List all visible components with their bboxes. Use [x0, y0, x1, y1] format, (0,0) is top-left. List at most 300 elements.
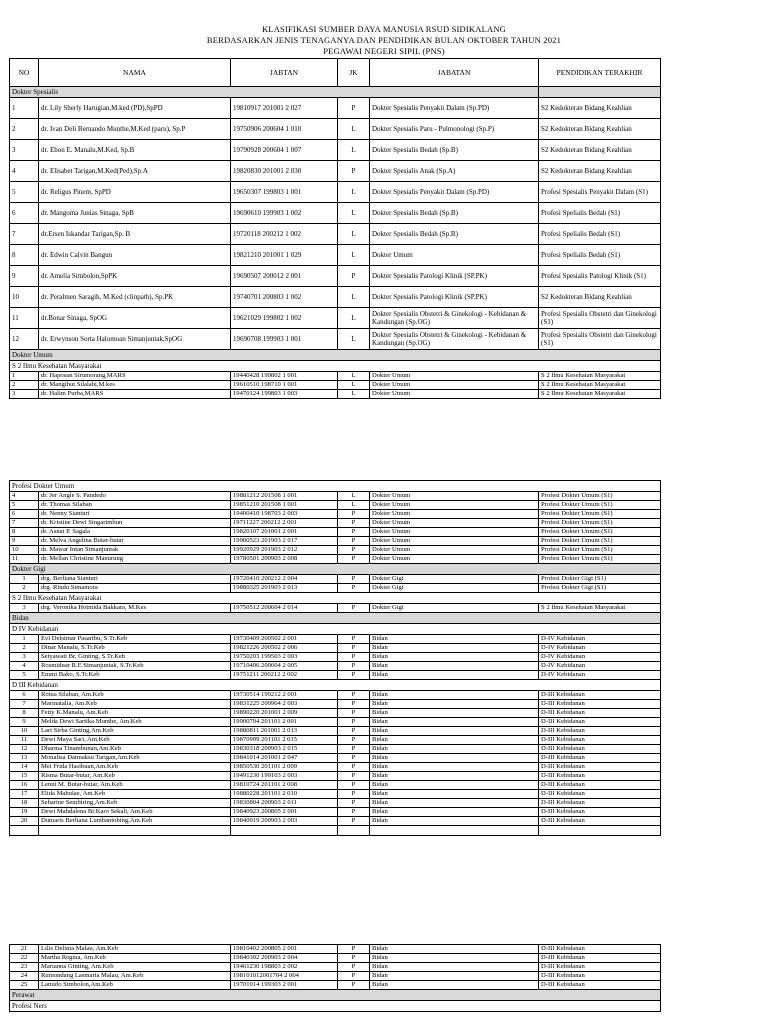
cell-nama: drg. Rindu Simamora	[39, 584, 231, 593]
cell-pendidikan: D-III Kebidanan	[539, 709, 661, 718]
cell-pendidikan: Profesi Dokter Umum (S1)	[539, 537, 661, 546]
cell-jabatan: Bidan	[370, 736, 539, 745]
cell-nip: 19830318 200903 2 015	[231, 745, 338, 754]
cell-jk: L	[338, 245, 370, 266]
cell-nama: Monalisa Datmaksu Tarigan,Am.Keb	[39, 754, 231, 763]
cell-pendidikan: D-IV Kebidanan	[539, 662, 661, 671]
cell-nama: Mei Frida Hasibuan,Am.Keb	[39, 763, 231, 772]
table-row	[10, 808, 661, 817]
table-row	[10, 671, 661, 680]
cell-nip: 19440428 199802 1 001	[231, 372, 338, 381]
cell-jabatan: Dokter Spesialis Penyakit Dalam (Sp.PD)	[370, 182, 539, 203]
cell-jk: P	[338, 161, 370, 182]
cell-no: 1	[10, 575, 39, 584]
cell-nama: drg. Veronika Hotmida Bakkara, M.Kes	[39, 604, 231, 613]
cell-nama: Lari Sirba Ginting,Am.Keb	[39, 727, 231, 736]
cell-no: 3	[10, 604, 39, 613]
cell-pendidikan: D-III Kebidanan	[539, 972, 661, 981]
subsection-label: S 2 Ilmu Kesehatan Masyarakat	[10, 593, 661, 604]
cell-jk: P	[338, 763, 370, 772]
cell-jabatan: Dokter Spesialis Obstetri & Ginekologi - Kebidanan & Kandungan (Sp.OG)	[370, 308, 539, 329]
cell-jk: P	[338, 510, 370, 519]
cell-jabatan: Bidan	[370, 972, 539, 981]
cell-nip: 19711227 200212 2 001	[231, 519, 338, 528]
table-row	[10, 528, 661, 537]
cell-pendidikan: Profesi Dokter Umum (S1)	[539, 519, 661, 528]
cell-nip: 19880325 201903 2 013	[231, 584, 338, 593]
cell-nama: dr.Bonar Sinaga, SpOG	[39, 308, 231, 329]
cell-jabatan: Bidan	[370, 653, 539, 662]
cell-pendidikan: D-III Kebidanan	[539, 945, 661, 954]
cell-jk: L	[338, 329, 370, 350]
cell-no: 11	[10, 308, 39, 329]
subsection-row	[10, 624, 661, 635]
table-row	[10, 963, 661, 972]
cell-nip: 19810724 201101 2 008	[231, 781, 338, 790]
table-row	[10, 772, 661, 781]
cell-pendidikan: Profesi Spesialis Obstetri dan Ginekologi (S1)	[539, 308, 661, 329]
cell-jabatan: Dokter Umum	[370, 537, 539, 546]
table-row	[10, 954, 661, 963]
table-row	[10, 372, 661, 381]
cell-pendidikan: D-III Kebidanan	[539, 981, 661, 990]
cell-pendidikan: D-III Kebidanan	[539, 781, 661, 790]
cell-no: 11	[10, 555, 39, 564]
section-label: Profesi Dokter Umum	[10, 481, 661, 492]
table-row	[10, 224, 661, 245]
cell-nama: dr. Amelia Simbolon,SpPK	[39, 266, 231, 287]
cell-nama: Dharma Tinambunan,Am.Keb	[39, 745, 231, 754]
cell-jabatan: Dokter Umum	[370, 510, 539, 519]
cell-jk: P	[338, 546, 370, 555]
cell-nama: Fetty K.Manalu, Am.Keb	[39, 709, 231, 718]
cell-jabatan: Bidan	[370, 709, 539, 718]
cell-no: 18	[10, 799, 39, 808]
cell-nip: 19750203 199503 2 003	[231, 653, 338, 662]
table-row	[10, 492, 661, 501]
cell-jk: L	[338, 308, 370, 329]
cell-nama: Martha Regina, Am.Keb	[39, 954, 231, 963]
cell-no: 4	[10, 662, 39, 671]
cell-pendidikan: Profesi Dokter Umum (S1)	[539, 492, 661, 501]
cell-nama: Dinar Manalu, S.Tr.Keb	[39, 644, 231, 653]
cell-nama: dr. Mellan Christine Manurung	[39, 555, 231, 564]
cell-jk: L	[338, 287, 370, 308]
subsection-label: D III Kebidanan	[10, 680, 661, 691]
col-nip: JABTAN	[231, 59, 338, 87]
cell-nama: dr.Ersen Iskandar Tarigan,Sp. B	[39, 224, 231, 245]
cell-pendidikan: D-IV Kebidanan	[539, 644, 661, 653]
table-row	[10, 754, 661, 763]
cell-no: 4	[10, 161, 39, 182]
cell-jk: P	[338, 981, 370, 990]
cell-jabatan: Bidan	[370, 635, 539, 644]
cell-nip: 19780501 200903 2 008	[231, 555, 338, 564]
cell-nama: Evi Delsimar Pasaribu, S.Tr.Keb	[39, 635, 231, 644]
cell-jk: P	[338, 537, 370, 546]
cell-jabatan: Bidan	[370, 945, 539, 954]
table-row	[10, 381, 661, 390]
section-label: Bidan	[10, 613, 661, 624]
subsection-row	[10, 1001, 661, 1012]
table-row	[10, 390, 661, 399]
cell-jabatan: Bidan	[370, 718, 539, 727]
cell-no: 12	[10, 329, 39, 350]
table-row	[10, 745, 661, 754]
cell-jabatan: Dokter Umum	[370, 501, 539, 510]
table-row	[10, 781, 661, 790]
cell-jabatan: Dokter Spesialis Obstetri & Ginekologi - Kebidanan & Kandungan (Sp.OG)	[370, 329, 539, 350]
table-row	[10, 981, 661, 990]
cell-nama: dr. Nenny Sianturi	[39, 510, 231, 519]
table-row	[10, 266, 661, 287]
cell-jabatan: Dokter Umum	[370, 528, 539, 537]
cell-no: 11	[10, 736, 39, 745]
col-no: NO	[10, 59, 39, 87]
cell-nama: dr. Mangoma Junias Sinaga, SpB	[39, 203, 231, 224]
cell-no: 12	[10, 745, 39, 754]
cell-pendidikan: D-III Kebidanan	[539, 763, 661, 772]
cell-pendidikan: Profesi Spelialis Bedah (S1)	[539, 203, 661, 224]
table-row	[10, 727, 661, 736]
cell-jk: P	[338, 575, 370, 584]
cell-pendidikan: S 2 Ilmu Kesehatan Masyarakat	[539, 381, 661, 390]
table-row	[10, 662, 661, 671]
table-row	[10, 799, 661, 808]
section-label: Dokter Gigi	[10, 564, 661, 575]
cell-jk: P	[338, 691, 370, 700]
cell-nip: 19881212 201508 1 001	[231, 492, 338, 501]
cell-nip: 19840919 200903 2 003	[231, 817, 338, 826]
subsection-row	[10, 593, 661, 604]
cell-nama: dr. Lily Sherly Harugian,M.ked (PD),SpPD	[39, 98, 231, 119]
cell-no: 8	[10, 709, 39, 718]
cell-jabatan: Bidan	[370, 671, 539, 680]
cell-nip: 19720118 200212 1 002	[231, 224, 338, 245]
cell-no: 8	[10, 245, 39, 266]
table-row	[10, 700, 661, 709]
table-row	[10, 945, 661, 954]
cell-nama: Sebarine Sembiring,Am.Keb	[39, 799, 231, 808]
table-row	[10, 790, 661, 799]
cell-pendidikan: Profesi Dokter Umum (S1)	[539, 528, 661, 537]
cell-no: 8	[10, 528, 39, 537]
cell-pendidikan: D-III Kebidanan	[539, 727, 661, 736]
cell-nip: 19690610 199903 1 002	[231, 203, 338, 224]
cell-jk: P	[338, 745, 370, 754]
cell-no: 14	[10, 763, 39, 772]
cell-jabatan: Bidan	[370, 981, 539, 990]
cell-nama: dr. Melva Angelina Butar-butar	[39, 537, 231, 546]
cell-nama: Setyawati Br. Ginting, S.Tr.Keb	[39, 653, 231, 662]
table-row	[10, 329, 661, 350]
cell-jabatan: Dokter Umum	[370, 546, 539, 555]
cell-pendidikan: D-III Kebidanan	[539, 718, 661, 727]
subsection-label: S 2 Ilmu Kesehatan Masyarakat	[10, 361, 661, 372]
cell-jk: L	[338, 381, 370, 390]
profesi-umum-rows	[10, 492, 661, 564]
table-row	[10, 709, 661, 718]
cell-nip: 19790928 200604 1 007	[231, 140, 338, 161]
cell-pendidikan: Profesi Dokter Gigi (S1)	[539, 584, 661, 593]
cell-jabatan: Dokter Gigi	[370, 575, 539, 584]
cell-no: 19	[10, 808, 39, 817]
cell-jk: L	[338, 224, 370, 245]
cell-jk: L	[338, 501, 370, 510]
cell-pendidikan: D-III Kebidanan	[539, 754, 661, 763]
cell-jk: P	[338, 519, 370, 528]
cell-nama: Dewi Mahdalena Br.Karo Sekali, Am.Keb	[39, 808, 231, 817]
cell-nip: 19810402 200805 2 001	[231, 945, 338, 954]
cell-nama: Marinatalia, Am.Keb	[39, 700, 231, 709]
table-row	[10, 555, 661, 564]
col-jk: JK	[338, 59, 370, 87]
table-row	[10, 308, 661, 329]
cell-jabatan: Bidan	[370, 691, 539, 700]
cell-jabatan: Bidan	[370, 790, 539, 799]
cell-jk: P	[338, 954, 370, 963]
cell-nama: dr. Halim Purba,MARS	[39, 390, 231, 399]
cell-jabatan: Bidan	[370, 745, 539, 754]
cell-pendidikan: Profesi Dokter Umum (S1)	[539, 510, 661, 519]
cell-nip: 19880228 201101 2 010	[231, 790, 338, 799]
cell-pendidikan: D-III Kebidanan	[539, 954, 661, 963]
cell-no: 10	[10, 287, 39, 308]
cell-jk: P	[338, 671, 370, 680]
spesialis-rows	[10, 98, 661, 350]
table-row	[10, 604, 661, 613]
cell-nama: dr. Peralmen Saragih, M.Ked (clinpath), Sp.PK	[39, 287, 231, 308]
section-row	[10, 990, 661, 1001]
section-row	[10, 87, 661, 98]
cell-no: 2	[10, 381, 39, 390]
cell-no: 3	[10, 140, 39, 161]
cell-jabatan: Bidan	[370, 662, 539, 671]
cell-jabatan: Dokter Umum	[370, 492, 539, 501]
staff-table-umum-bidan	[9, 480, 661, 836]
cell-jabatan: Dokter Umum	[370, 519, 539, 528]
cell-jabatan: Dokter Umum	[370, 555, 539, 564]
cell-pendidikan: Profesi Spelialis Bedah (S1)	[539, 224, 661, 245]
cell-jk: P	[338, 555, 370, 564]
cell-nip: 19491230 199103 2 003	[231, 772, 338, 781]
cell-jabatan: Bidan	[370, 763, 539, 772]
cell-pendidikan: Profesi Spelialis Bedah (S1)	[539, 245, 661, 266]
cell-jk: P	[338, 799, 370, 808]
cell-nama: Dumaris Berliana Lumbantobing,Am.Keb	[39, 817, 231, 826]
subsection-label: D IV Kebidanan	[10, 624, 661, 635]
cell-nama: Marianna Ginting, Am.Keb	[39, 963, 231, 972]
diii-rows	[10, 691, 661, 826]
cell-no: 9	[10, 266, 39, 287]
cell-jk: P	[338, 266, 370, 287]
cell-no: 1	[10, 98, 39, 119]
cell-pendidikan: S2 Kedokteran Bidang Keahlian	[539, 119, 661, 140]
cell-jabatan: Dokter Umum	[370, 372, 539, 381]
col-pendidikan: PENDIDIKAN TERAKHIR	[539, 59, 661, 87]
cell-jabatan: Dokter Spesialis Bedah (Sp.B)	[370, 140, 539, 161]
cell-pendidikan: D-III Kebidanan	[539, 691, 661, 700]
cell-jk: P	[338, 808, 370, 817]
cell-pendidikan: S2 Kedokteran Bidang Keahlian	[539, 287, 661, 308]
cell-nama: dr. Thomas Silaban	[39, 501, 231, 510]
cell-nip: 19730514 199212 2 001	[231, 691, 338, 700]
cell-nip: 19621029 199802 1 002	[231, 308, 338, 329]
cell-nama: dr. Edwin Calvin Bangun	[39, 245, 231, 266]
cell-jabatan: Dokter Umum	[370, 245, 539, 266]
cell-nama: dr. Ivan Deli Bernando Munthe,M.Ked (paru), Sp.P	[39, 119, 231, 140]
cell-nama: dr. Jer Angle S. Pandedo	[39, 492, 231, 501]
cell-no: 6	[10, 510, 39, 519]
cell-no: 1	[10, 372, 39, 381]
table-row	[10, 510, 661, 519]
cell-pendidikan: Profesi Dokter Umum (S1)	[539, 546, 661, 555]
cell-nama: dr. Mangihut Silalahi,M.kes	[39, 381, 231, 390]
cell-pendidikan: Profesi Dokter Umum (S1)	[539, 501, 661, 510]
cell-nama: Rumondang Lasmaria Malau, Am.Keb	[39, 972, 231, 981]
subsection-row	[10, 361, 661, 372]
table-row	[10, 736, 661, 745]
cell-jk: L	[338, 119, 370, 140]
cell-nip: 19750906 200604 1 010	[231, 119, 338, 140]
cell-nama: Melda Dewi Sartika Munthe, Am.Keb	[39, 718, 231, 727]
cell-jk: P	[338, 718, 370, 727]
cell-no: 6	[10, 691, 39, 700]
table-row	[10, 691, 661, 700]
cell-nama: dr. Haposan Sirumorang,MARS	[39, 372, 231, 381]
cell-pendidikan: D-III Kebidanan	[539, 772, 661, 781]
cell-nip: 19820830 201001 2 030	[231, 161, 338, 182]
cell-pendidikan: Profesi Spesialis Obstetri dan Ginekologi (S1)	[539, 329, 661, 350]
cell-jk: P	[338, 528, 370, 537]
cell-no: 1	[10, 635, 39, 644]
cell-nama: dr. Religus Pinem, SpPD	[39, 182, 231, 203]
cell-no: 10	[10, 727, 39, 736]
cell-nip: 19461230 198803 2 002	[231, 963, 338, 972]
cell-jabatan: Dokter Spesialis Bedah (Sp.B)	[370, 203, 539, 224]
section-row	[10, 481, 661, 492]
cell-nip: 19720410 200212 2 004	[231, 575, 338, 584]
cell-nip: 19821210 201001 1 029	[231, 245, 338, 266]
cell-jk: P	[338, 972, 370, 981]
cell-jabatan: Dokter Spesialis Patologi Klinik (SP.PK)	[370, 287, 539, 308]
cell-nip: 198101012001704 2 004	[231, 972, 338, 981]
cell-nip: 19730409 200502 2 001	[231, 635, 338, 644]
cell-jk: L	[338, 140, 370, 161]
cell-nama: Rotua Silaban, Am.Keb	[39, 691, 231, 700]
cell-nip: 19821226 200502 2 006	[231, 644, 338, 653]
cell-nip: 19820107 201001 2 001	[231, 528, 338, 537]
cell-jk: P	[338, 635, 370, 644]
cell-no: 5	[10, 671, 39, 680]
table-row	[10, 584, 661, 593]
cell-pendidikan: D-IV Kebidanan	[539, 635, 661, 644]
cell-jk: P	[338, 945, 370, 954]
section-label: Dokter Spesialis	[10, 87, 539, 98]
cell-nip: 19840302 200903 2 004	[231, 954, 338, 963]
cell-jabatan: Bidan	[370, 808, 539, 817]
cell-jk: L	[338, 390, 370, 399]
cell-jk: P	[338, 963, 370, 972]
table-row	[10, 245, 661, 266]
cell-no: 9	[10, 718, 39, 727]
cell-nip: 19470124 199803 1 003	[231, 390, 338, 399]
cell-jabatan: Bidan	[370, 954, 539, 963]
title-line: KLASIFIKASI SUMBER DAYA MANUSIA RSUD SIDIKALANG	[261, 24, 507, 34]
cell-no: 7	[10, 224, 39, 245]
cell-jk: P	[338, 662, 370, 671]
cell-pendidikan: D-IV Kebidanan	[539, 671, 661, 680]
section-row	[10, 613, 661, 624]
cell-nip: 19851210 201508 1 001	[231, 501, 338, 510]
gigi-rows	[10, 575, 661, 593]
cell-nama: dr. Mawar Intan Simanjuntak	[39, 546, 231, 555]
cell-nama: Dewi Maya Sari, Am.Keb	[39, 736, 231, 745]
cell-nip: 19400410 198703 2 003	[231, 510, 338, 519]
cell-nama: Lenni M. Butar-butar, Am.Keb	[39, 781, 231, 790]
table-row	[10, 182, 661, 203]
cell-jabatan: Dokter Gigi	[370, 584, 539, 593]
cell-nip: 19840923 200805 2 001	[231, 808, 338, 817]
table-row	[10, 519, 661, 528]
cell-pendidikan: S 2 Ilmu Kesehatan Masyarakat	[539, 604, 661, 613]
cell-jk: P	[338, 700, 370, 709]
cell-no: 5	[10, 182, 39, 203]
cell-pendidikan: D-III Kebidanan	[539, 736, 661, 745]
cell-jk: L	[338, 492, 370, 501]
cell-no: 2	[10, 584, 39, 593]
cell-nip: 19750512 200604 2 014	[231, 604, 338, 613]
cell-nip: 19830804 200903 2 011	[231, 799, 338, 808]
table-header	[10, 59, 661, 87]
table-row	[10, 501, 661, 510]
staff-table-spesialis	[9, 58, 661, 399]
cell-nip: 19710406 200604 2 005	[231, 662, 338, 671]
cell-jabatan: Bidan	[370, 963, 539, 972]
cell-jk: P	[338, 604, 370, 613]
cell-pendidikan: S2 Kedokteran Bidang Keahlian	[539, 140, 661, 161]
cell-jk: L	[338, 182, 370, 203]
cell-jabatan: Dokter Spesialis Patologi Klinik (SP.PK)	[370, 266, 539, 287]
cell-jabatan: Dokter Spesialis Bedah (Sp.B)	[370, 224, 539, 245]
cell-nip: 19690507 200012 2 001	[231, 266, 338, 287]
cell-no: 24	[10, 972, 39, 981]
gigi-s2-rows	[10, 604, 661, 613]
cell-jabatan: Dokter Spesialis Anak (Sp.A)	[370, 161, 539, 182]
cell-jk: P	[338, 584, 370, 593]
cell-jabatan: Dokter Umum	[370, 381, 539, 390]
cell-nip: 19610510 198710 1 001	[231, 381, 338, 390]
cell-nama: drg. Berliana Sianturi	[39, 575, 231, 584]
subsection-row	[10, 680, 661, 691]
cell-jabatan: Bidan	[370, 754, 539, 763]
table-row	[10, 653, 661, 662]
cell-no: 2	[10, 644, 39, 653]
div-rows	[10, 635, 661, 680]
table-row	[10, 972, 661, 981]
cell-no: 10	[10, 546, 39, 555]
cell-no: 5	[10, 501, 39, 510]
title-line: BERDASARKAN JENIS TENAGANYA DAN PENDIDIKAN BULAN OKTOBER TAHUN 2021	[206, 35, 562, 45]
cell-no: 9	[10, 537, 39, 546]
cell-pendidikan: D-III Kebidanan	[539, 963, 661, 972]
cell-nama: dr. Elisabet Tarigan,M.Ked(Ped),Sp.A	[39, 161, 231, 182]
cell-no: 20	[10, 817, 39, 826]
cell-nip: 19740701 200803 1 002	[231, 287, 338, 308]
cell-jabatan: Bidan	[370, 700, 539, 709]
cell-pendidikan: D-III Kebidanan	[539, 808, 661, 817]
cell-jk: L	[338, 203, 370, 224]
